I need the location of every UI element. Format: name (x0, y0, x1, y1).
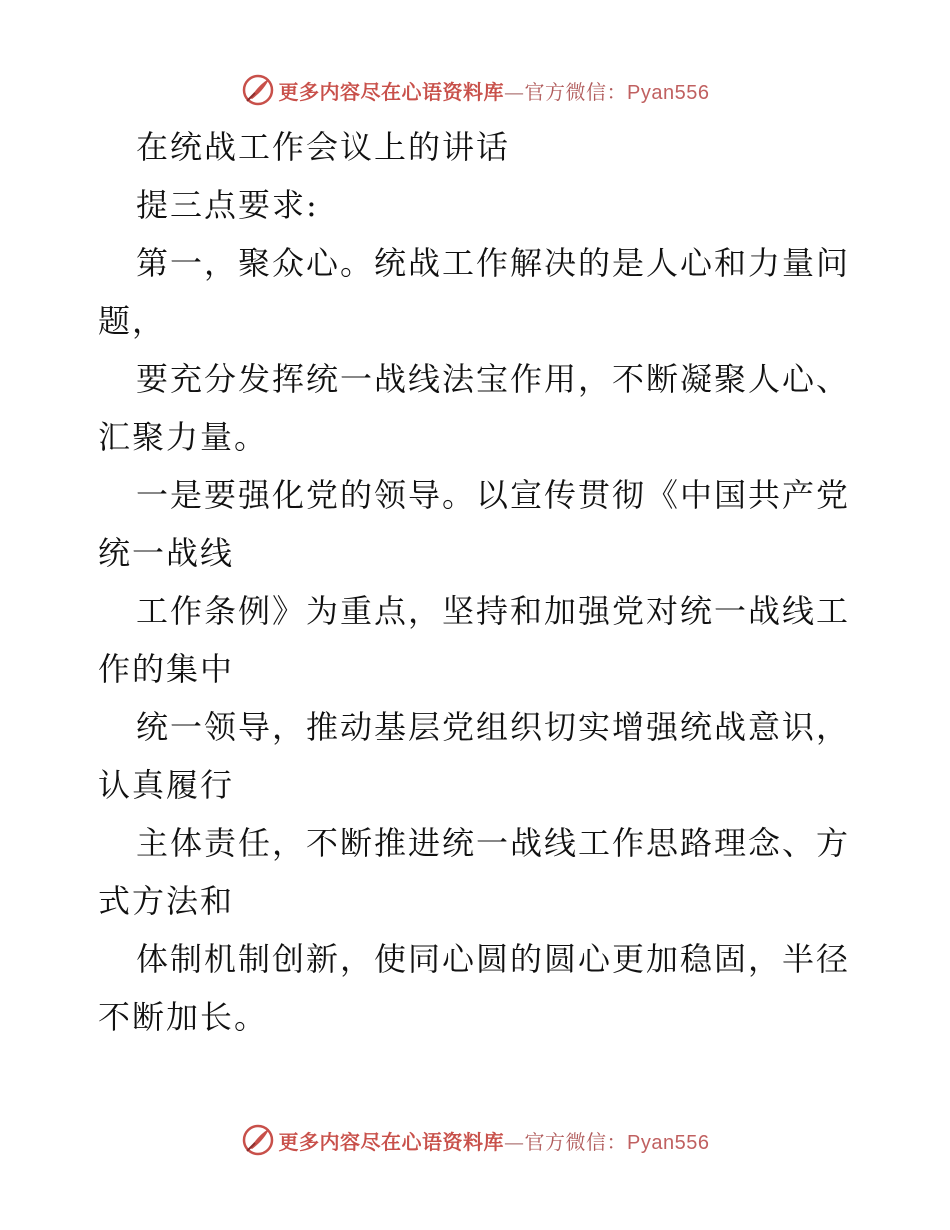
footer-watermark-banner (0, 1120, 950, 1160)
document-line: 提三点要求: (136, 186, 319, 224)
footer-wechat-id: Pyan556 (627, 1131, 710, 1154)
header-watermark-text (279, 76, 710, 105)
footer-watermark-sep: — (504, 1129, 525, 1154)
feather-quill-logo-icon (241, 1123, 275, 1157)
footer-watermark-text (279, 1126, 710, 1155)
feather-quill-logo-icon (241, 73, 275, 107)
document-line: 汇聚力量。 (98, 418, 269, 456)
document-line: 式方法和 (98, 882, 235, 920)
document-line: 统一领导，推动基层党组织切实增强统战意识， (136, 708, 851, 746)
document-line: 工作条例》为重点，坚持和加强党对统一战线工 (136, 592, 851, 630)
document-line: 体制机制创新，使同心圆的圆心更加稳固，半径 (136, 940, 851, 978)
document-line: 认真履行 (98, 766, 235, 804)
footer-wechat-label: 官方微信： (524, 1129, 628, 1154)
document-line: 不断加长。 (98, 998, 269, 1036)
header-watermark-main: 更多内容尽在心语资料库 (278, 79, 505, 104)
document-line: 题， (98, 302, 167, 340)
footer-watermark-main: 更多内容尽在心语资料库 (278, 1129, 505, 1154)
document-line: 一是要强化党的领导。以宣传贯彻《中国共产党 (136, 476, 851, 514)
document-line: 在统战工作会议上的讲话 (136, 128, 511, 166)
document-line: 要充分发挥统一战线法宝作用，不断凝聚人心、 (136, 360, 851, 398)
header-watermark-sep: — (504, 79, 525, 104)
header-wechat-label: 官方微信： (524, 79, 628, 104)
document-line: 主体责任，不断推进统一战线工作思路理念、方 (136, 824, 851, 862)
document-line: 作的集中 (98, 650, 235, 688)
header-wechat-id: Pyan556 (627, 81, 710, 104)
document-line: 第一，聚众心。统战工作解决的是人心和力量问 (136, 244, 851, 282)
header-watermark-banner (0, 70, 950, 110)
document-body (98, 118, 858, 1046)
document-line: 统一战线 (98, 534, 235, 572)
